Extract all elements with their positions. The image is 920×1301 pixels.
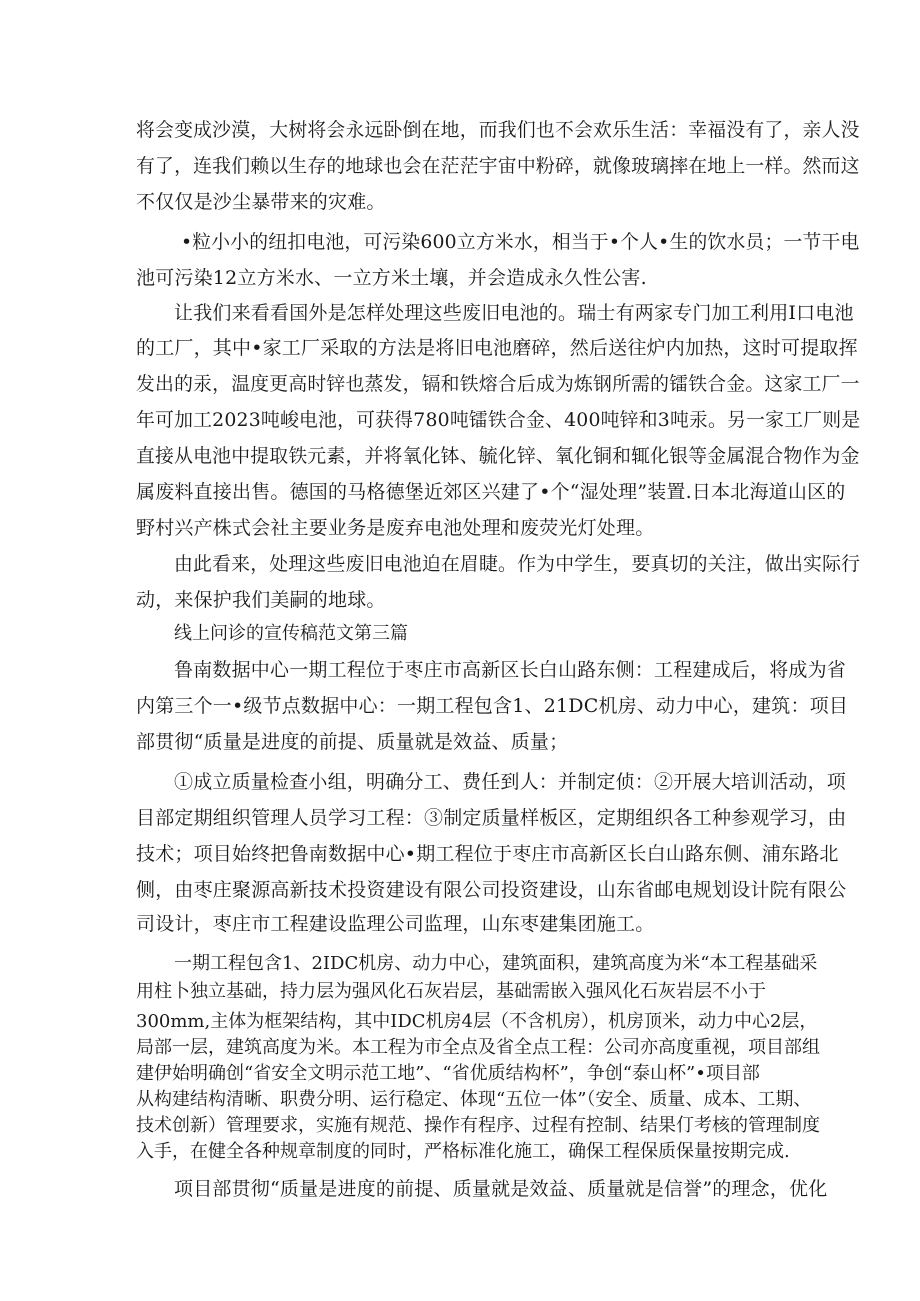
text-line: 的工厂，其中•家工厂采取的方法是将旧电池磨碎，然后送往炉内加热，这时可提取挥	[136, 337, 858, 359]
text-line: 技术；项目始终把鲁南数据中心•期工程位于枣庄市高新区长白山路东侧、浦东路北	[136, 843, 839, 865]
text-line: 司设计，枣庄市工程建设监理公司监理，山东枣建集团施工。	[136, 913, 655, 935]
text-line: 300mm,主体为框架结构，其中IDC机房4层（不含机房），机房顶米，动力中心2层，	[136, 1011, 818, 1032]
text-line: 部贯彻“质量是进度的前提、质量就是效益、质量；	[136, 731, 569, 753]
text-line: •粒小小的纽扣电池，可污染600立方米水，相当于•个人•生的饮水员；一节干电	[181, 231, 860, 253]
text-line: 目部定期组织管理人员学习工程：③制定质量样板区，定期组织各工种参观学习，由	[136, 807, 847, 829]
text-line: 用柱卜独立基础，持力层为强风化石灰岩层，基础需嵌入强风化石灰岩层不小于	[136, 981, 766, 1002]
text-line: 年可加工2023吨峻电池，可获得780吨镭铁合金、400吨锌和3吨汞。另一家工厂则是	[136, 409, 861, 431]
text-line: 由此看来，处理这些废旧电池迫在眉睫。作为中学生，要真切的关注，做出实际行	[174, 553, 861, 575]
text-line: 项目部贯彻“质量是进度的前提、质量就是效益、质量就是信誉”的理念，优化	[174, 1178, 828, 1200]
text-line: 动，来保护我们美嗣的地球。	[136, 589, 386, 611]
text-line: 建伊始明确创“省安全文明示范工地”、“省优质结构杯”，争创“泰山杯”•项目部	[136, 1063, 760, 1084]
text-line: 入手，在健全各种规章制度的同时，严格标准化施工，确保工程保质保量按期完成.	[136, 1141, 790, 1162]
text-line: 让我们来看看国外是怎样处理这些废旧电池的。瑞士有两家专门加工利用I口电池	[174, 302, 854, 324]
text-line: 将会变成沙漠，大树将会永远卧倒在地，而我们也不会欢乐生活：幸福没有了，亲人没	[136, 119, 860, 141]
text-line: 一期工程包含1、2IDC机房、动力中心，建筑面积，建筑高度为米“本工程基础采	[174, 953, 818, 974]
text-line: 侧，由枣庄聚源高新技术投资建设有限公司投资建设，山东省邮电规划设计院有限公	[136, 879, 847, 901]
text-line: 直接从电池中提取铁元素，并将氧化钵、毓化锌、氧化铜和辄化银等金属混合物作为金	[136, 445, 860, 467]
text-line: 属废料直接出售。德国的马格德堡近郊区兴建了•个“湿处理”装置.日本北海道山区的	[136, 481, 846, 503]
text-line: ①成立质量检查小组，明确分工、费任到人：并制定侦：②开展大培训活动，项	[174, 771, 847, 793]
text-line: 技术创新）管理要求，实施有规范、操作有程序、过程有控制、结果仃考核的管理制度	[136, 1115, 820, 1136]
section-heading: 线上问诊的宣传稿范文第三篇	[174, 623, 408, 644]
text-line: 鲁南数据中心一期工程位于枣庄市高新区长白山路东侧：工程建成后，将成为省	[174, 659, 847, 681]
text-line: 池可污染12立方米水、一立方米土壤，并会造成永久性公害.	[136, 267, 647, 289]
text-line: 不仅仅是沙尘暴带来的灾难。	[136, 191, 386, 213]
text-line: 内第三个一•级节点数据中心：一期工程包含1、21DC机房、动力中心，建筑：项目	[136, 695, 849, 717]
text-line: 发出的汞，温度更高时锌也蒸发，镉和铁熔合后成为炼钢所需的镭铁合金。这家工厂一	[136, 373, 860, 395]
text-line: 局部一层，建筑高度为米。本工程为市全点及省全点工程：公司亦高度重视，项目部组	[136, 1037, 820, 1058]
text-line: 野村兴产株式会社主要业务是废弃电池处理和废荧光灯处理。	[136, 517, 655, 539]
text-line: 从构建结构清晰、职费分明、运行稳定、体现“五位一体”（安全、质量、成本、工期、	[136, 1089, 812, 1110]
text-line: 有了，连我们赖以生存的地球也会在茫茫宇宙中粉碎，就像玻璃摔在地上一样。然而这	[136, 155, 860, 177]
